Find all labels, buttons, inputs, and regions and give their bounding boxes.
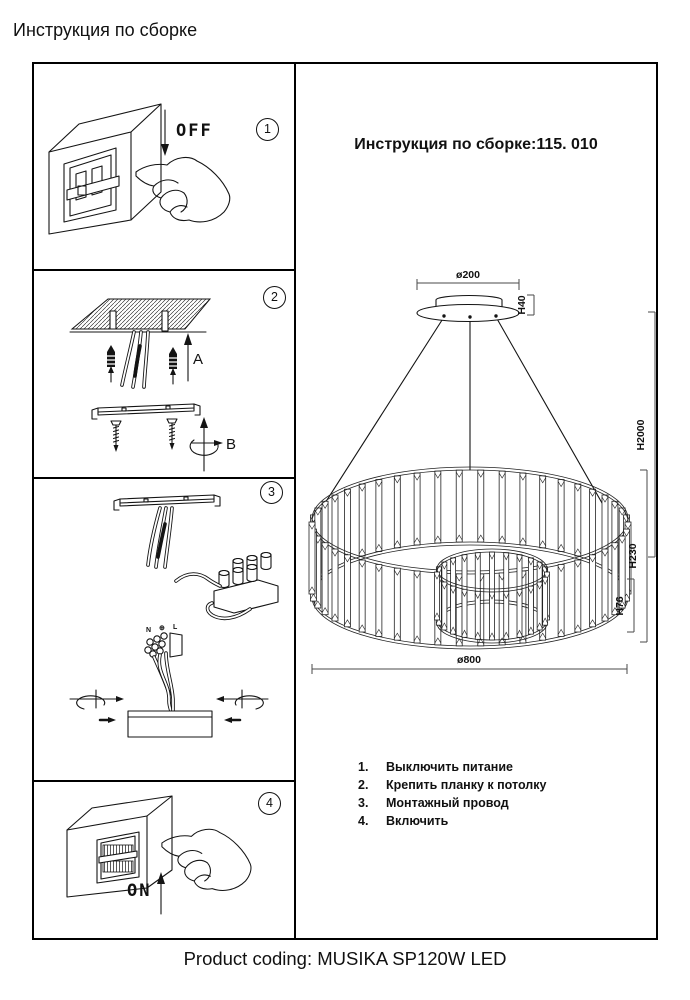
step-text: Крепить планку к потолку	[386, 778, 547, 792]
wall-anchor-icon	[169, 347, 177, 384]
step-number-1: 1	[256, 118, 279, 141]
off-arrow-icon	[161, 110, 169, 156]
dim-suspension-height: H2000	[635, 419, 647, 451]
step-num: 3.	[358, 796, 369, 810]
step-panel-2	[34, 271, 294, 479]
steps-column	[34, 64, 296, 938]
screw-icon	[167, 419, 177, 450]
ceiling-wires	[122, 332, 148, 387]
label-l: L	[173, 624, 178, 631]
label-b: B	[226, 436, 237, 453]
switch-off-illustration	[34, 64, 296, 269]
assembly-step-row	[358, 794, 546, 812]
rotate-arrow-right	[216, 690, 268, 723]
product-coding: Product coding: MUSIKA SP120W LED	[183, 948, 507, 969]
diagram-frame	[32, 62, 658, 940]
label-a: A	[193, 351, 204, 368]
direction-a-arrow	[184, 333, 192, 381]
step-text: Монтажный провод	[386, 796, 509, 810]
step-num: 1.	[358, 760, 369, 774]
step-panel-1	[34, 64, 294, 271]
dim-ring-diameter: ø800	[457, 654, 481, 666]
terminal-block	[176, 553, 278, 619]
mounting-bracket	[92, 404, 200, 419]
wiring-illustration	[34, 479, 296, 779]
dim-inner-ring-height: H76	[614, 596, 626, 616]
dim-canopy-diameter: ø200	[456, 269, 480, 281]
assembly-diagram-pane	[296, 64, 656, 938]
pointing-hand-icon	[162, 829, 251, 890]
on-label: ON	[127, 881, 152, 901]
step-num: 2.	[358, 778, 369, 792]
off-label: OFF	[176, 121, 213, 141]
assembly-step-row	[358, 812, 546, 830]
rotate-arrow-left	[70, 690, 124, 723]
assembly-step-row	[358, 776, 546, 794]
ceiling-canopy-box	[128, 711, 212, 737]
on-arrow-icon	[157, 872, 165, 914]
pointing-hand-icon	[136, 158, 230, 222]
screw-icon	[111, 421, 121, 452]
step-text: Включить	[386, 814, 449, 828]
step-number-3: 3	[260, 481, 283, 504]
assembly-steps	[358, 758, 546, 830]
ceiling-plate	[417, 296, 519, 322]
terminal-with-labels	[145, 624, 182, 711]
ceiling-mounting-illustration	[34, 271, 296, 477]
dim-canopy-height: H40	[516, 295, 528, 315]
label-n: N	[146, 627, 152, 634]
page-title: Инструкция по сборке	[13, 20, 198, 40]
hanging-wires	[148, 508, 172, 567]
step-number-2: 2	[263, 286, 286, 309]
step-text: Выключить питание	[386, 760, 513, 774]
wall-anchor-icon	[107, 345, 115, 382]
step-panel-3	[34, 479, 294, 782]
chandelier-rings	[309, 467, 631, 649]
step-number-4: 4	[258, 792, 281, 815]
step-num: 4.	[358, 814, 369, 828]
dim-ring-height: H230	[627, 543, 639, 569]
switch-on-illustration	[34, 782, 296, 936]
diagram-title: Инструкция по сборке:115. 010	[354, 136, 598, 153]
assembly-step-row	[358, 758, 546, 776]
step-panel-4	[34, 782, 294, 938]
rotate-b-arrow	[190, 417, 223, 471]
earth-icon: ⊕	[159, 625, 165, 632]
